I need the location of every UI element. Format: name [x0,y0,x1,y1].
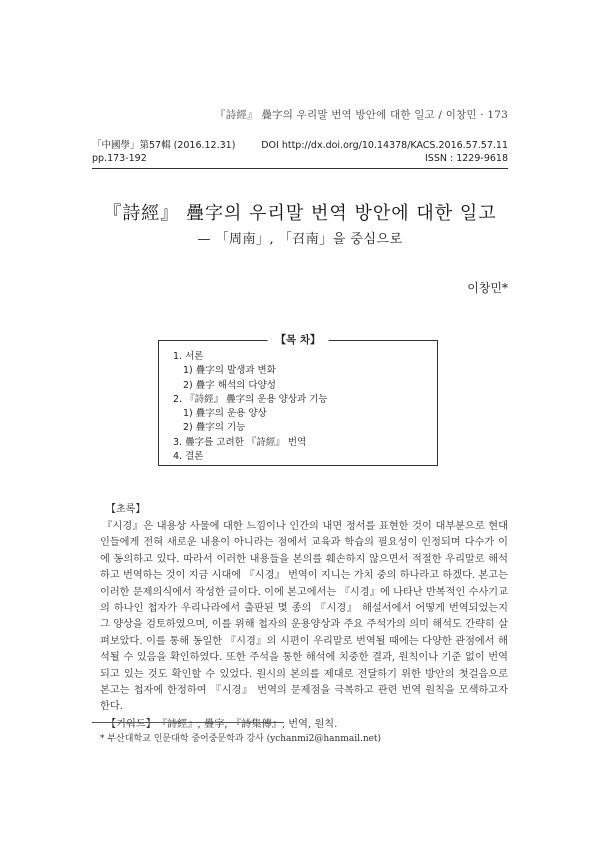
doi-link[interactable]: DOI http://dx.doi.org/10.14378/KACS.2016.57.57.11 [261,140,508,151]
paper-subtitle: — 「周南」, 「召南」을 중심으로 [197,232,403,247]
author-name: 이창민* [467,281,508,295]
footnote-divider [92,722,284,723]
toc-item: 4. 결론 [173,451,204,463]
article-meta [92,139,508,169]
meta-divider [92,168,508,169]
paper-title: 『詩經』 疊字의 우리말 번역 방안에 대한 일고 [103,203,497,224]
toc-item: 3. 疊字를 고려한 『詩經』 번역 [173,436,307,448]
keywords-label: 【키워드】 [106,718,156,730]
toc-item: 2) 疊字의 기능 [183,422,246,434]
toc-item: 1) 疊字의 운용 양상 [183,408,267,420]
footnote: * 부산대학교 인문대학 중어중문학과 강사 (ychanmi2@hanmail.net) [100,734,382,744]
abstract-section [100,500,508,733]
toc-list [173,350,429,464]
page-range: pp.173-192 [92,153,147,164]
running-header: 『詩經』 疊字의 우리말 번역 방안에 대한 일고 / 이창민 · 173 [215,109,508,121]
abstract-heading: 【초록】 [106,504,146,515]
issn: ISSN : 1229-9618 [425,153,508,164]
toc-title: 【목 차】 [268,332,329,347]
table-of-contents [158,334,438,466]
toc-item: 2) 疊字 해석의 다양성 [183,379,276,391]
abstract-body: 『시경』은 내용상 사물에 대한 느낌이나 인간의 내면 정서를 표현한 것이 대부분으로 현대인들에게 전혀 새로운 내용이 아니라는 점에서 교육과 학습의 필요성이 인정되며 다수가 이에 동의하고 있다. 따라서 이러한 내용들을 본의를 훼손하지 않으면서 적절한 우리말로 해석하고 번역하는 것이 지금 시대에 『시경』 번역이 지니는 가치 중의 하나라고 하겠다. 본고는 이러한 문제의식에서 작성한 글이다. 이에 본고에서는 『시경』에 나타난 반복적인 수사기교의 하나인 첩자가 우리나라에서 출판된 몇 종의 『시경』 해설서에서 어떻게 번역되었는지 그 양상을 검토하였으며, 이를 위해 첩자의 운용양상과 주요 주석가의 의미 해석도 간략히 살펴보았다. 이를 통해 동일한 『시경』의 시편이 우리말로 번역될 때에는 다양한 관점에서 해석될 수 있음을 확인하였다. 또한 주석을 통한 해석에 치중한 결과, 원칙이나 기준 없이 번역되고 있는 것도 확인할 수 있었다. 원시의 본의를 제대로 전달하기 위한 방안의 첫걸음으로 본고는 첩자에 한정하여 『시경』 번역의 문제점을 극복하고 관련 번역 원칙을 모색하고자 한다. [100,521,508,713]
toc-item: 1. 서론 [173,351,204,362]
keywords-value: 『詩經』, 疊字, 『詩集傳』, 번역, 원칙. [161,718,338,730]
journal-info: 「中國學」第57輯 (2016.12.31) [92,140,236,151]
toc-item: 2. 『詩經』 疊字의 운용 양상과 기능 [173,393,328,405]
toc-item: 1) 疊字의 발생과 변화 [183,365,276,377]
